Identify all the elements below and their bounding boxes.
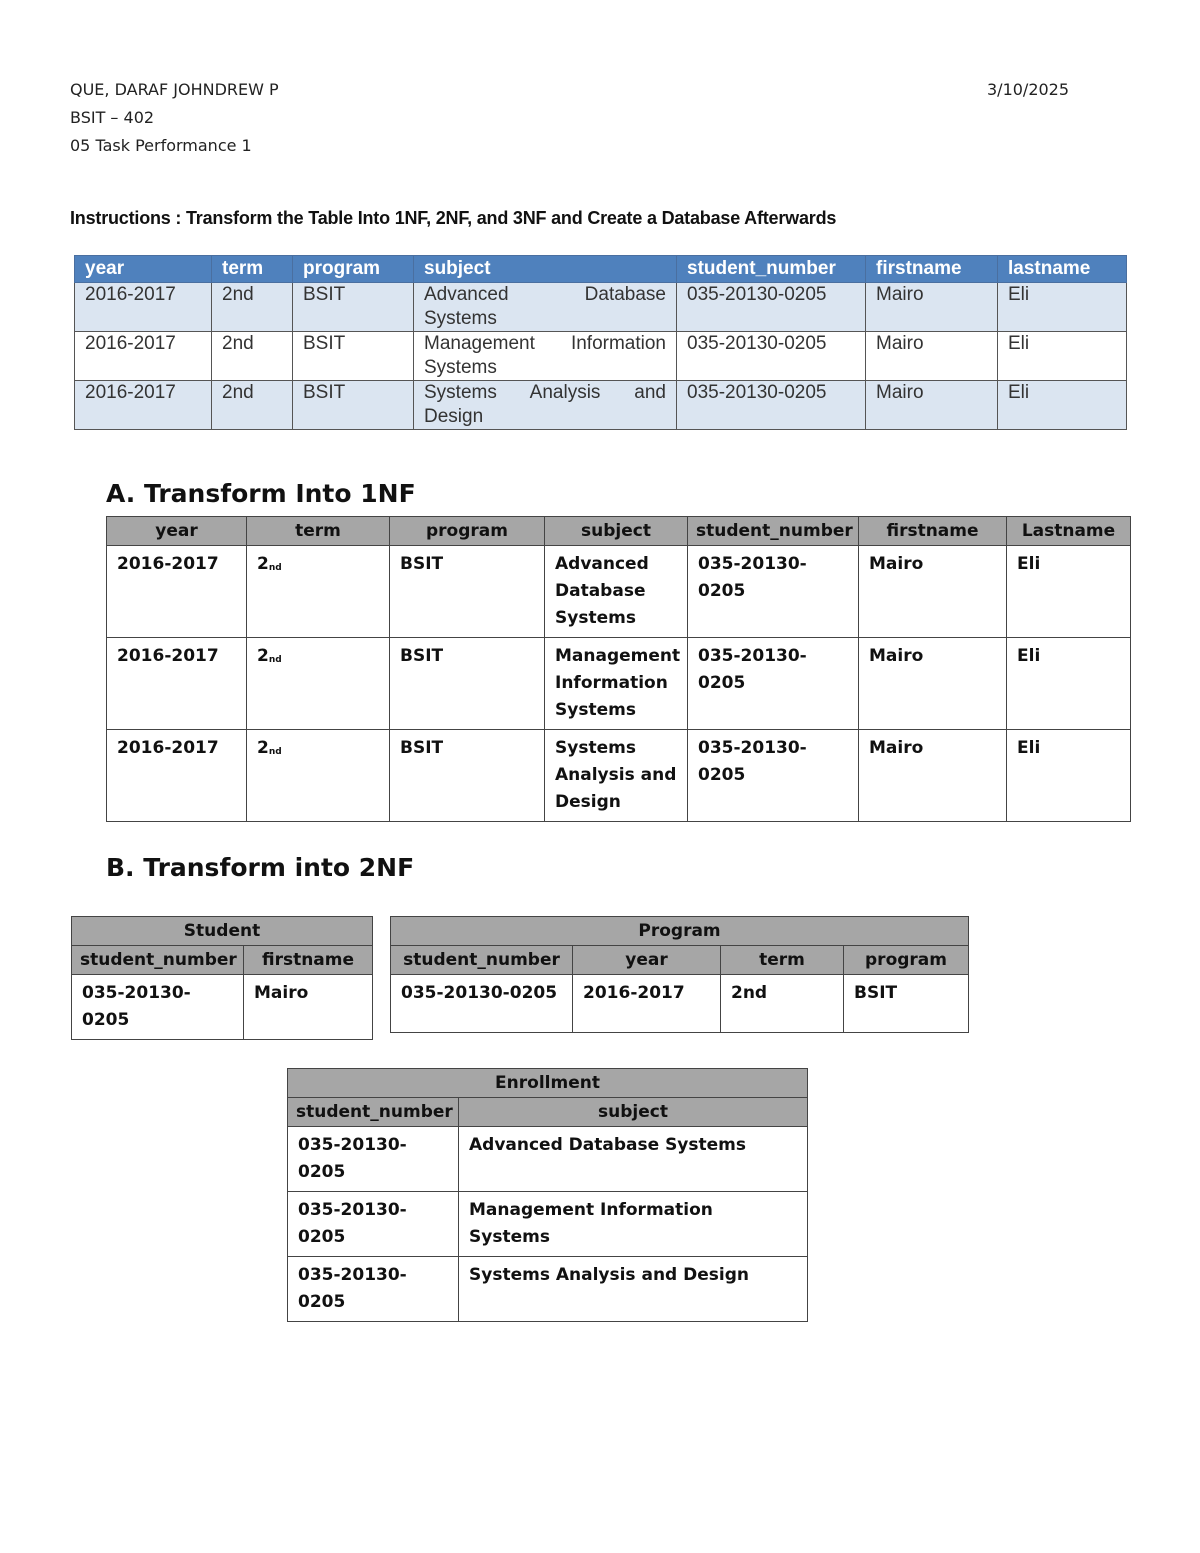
table-cell: Mairo <box>859 638 1007 730</box>
table-cell: Mairo <box>244 975 373 1040</box>
table-cell: 035-20130-0205 <box>688 638 859 730</box>
table-cell: 2016-2017 <box>107 638 247 730</box>
table-cell: 2nd <box>212 283 293 332</box>
table-cell: Eli <box>1007 638 1131 730</box>
column-header: lastname <box>998 256 1127 283</box>
table-cell: 035-20130-0205 <box>288 1257 459 1322</box>
section-b-title: B. Transform into 2NF <box>106 853 415 882</box>
column-header: student_number <box>688 517 859 546</box>
table-cell: 035-20130-0205 <box>288 1192 459 1257</box>
table-header-row <box>288 1098 808 1127</box>
term-number: 2 <box>257 646 269 666</box>
student-name: QUE, DARAF JOHNDREW P <box>70 80 279 99</box>
column-header: firstname <box>244 946 373 975</box>
table-cell: Management Information Systems <box>545 638 688 730</box>
table-cell: BSIT <box>293 381 414 430</box>
table-cell: Advanced Database Systems <box>414 283 677 332</box>
table-cell: BSIT <box>390 546 545 638</box>
table-row <box>75 381 1127 430</box>
column-header: term <box>721 946 844 975</box>
table-cell <box>247 546 390 638</box>
table-title-row <box>391 917 969 946</box>
table-cell: BSIT <box>390 730 545 822</box>
table-cell: 035-20130-0205 <box>688 730 859 822</box>
term-number: 2 <box>257 554 269 574</box>
table-1nf <box>106 516 1131 822</box>
table-cell: 2016-2017 <box>75 283 212 332</box>
course-section: BSIT – 402 <box>70 108 155 127</box>
table-cell: BSIT <box>293 332 414 381</box>
table-cell: 2016-2017 <box>107 730 247 822</box>
column-header: term <box>212 256 293 283</box>
table-cell: Eli <box>998 332 1127 381</box>
table-cell: Eli <box>998 381 1127 430</box>
column-header: subject <box>414 256 677 283</box>
table-cell: Systems Analysis and Design <box>414 381 677 430</box>
table-cell: Mairo <box>859 546 1007 638</box>
table-cell: 035-20130-0205 <box>391 975 573 1033</box>
table-cell: 2016-2017 <box>573 975 721 1033</box>
table-cell: Management Information Systems <box>459 1192 808 1257</box>
table-cell: 035-20130-0205 <box>72 975 244 1040</box>
task-title: 05 Task Performance 1 <box>70 136 252 155</box>
table-cell: BSIT <box>293 283 414 332</box>
column-header: year <box>75 256 212 283</box>
table-cell: Mairo <box>859 730 1007 822</box>
table-cell: Mairo <box>866 332 998 381</box>
original-table <box>74 255 1127 430</box>
instructions: Instructions : Transform the Table Into 1NF, 2NF, and 3NF and Create a Database Afterwards <box>70 208 837 228</box>
column-header: program <box>390 517 545 546</box>
table-cell: 2nd <box>212 332 293 381</box>
table-cell: 035-20130-0205 <box>677 332 866 381</box>
column-header: Lastname <box>1007 517 1131 546</box>
table-title: Enrollment <box>288 1069 808 1098</box>
column-header: student_number <box>677 256 866 283</box>
table-row <box>288 1127 808 1192</box>
table-cell <box>247 638 390 730</box>
column-header: student_number <box>391 946 573 975</box>
column-header: program <box>293 256 414 283</box>
column-header: year <box>107 517 247 546</box>
table-cell: 035-20130-0205 <box>688 546 859 638</box>
student-table <box>71 916 373 1040</box>
table-title-row <box>288 1069 808 1098</box>
document-date: 3/10/2025 <box>987 80 1070 99</box>
table-cell: 2nd <box>212 381 293 430</box>
table-row <box>75 332 1127 381</box>
section-a-title: A. Transform Into 1NF <box>106 479 416 508</box>
table-cell: Mairo <box>866 381 998 430</box>
column-header: firstname <box>859 517 1007 546</box>
table-cell: Systems Analysis and Design <box>459 1257 808 1322</box>
table-title: Student <box>72 917 373 946</box>
table-cell: 2nd <box>721 975 844 1033</box>
table-cell <box>247 730 390 822</box>
column-header: student_number <box>288 1098 459 1127</box>
column-header: firstname <box>866 256 998 283</box>
column-header: subject <box>545 517 688 546</box>
table-row <box>107 730 1131 822</box>
table-cell: Eli <box>998 283 1127 332</box>
column-header: student_number <box>72 946 244 975</box>
term-suffix: nd <box>268 747 282 757</box>
enrollment-table <box>287 1068 808 1322</box>
table-1nf-header <box>107 517 1131 546</box>
term-number: 2 <box>257 738 269 758</box>
table-cell: 035-20130-0205 <box>288 1127 459 1192</box>
term-suffix: nd <box>268 563 282 573</box>
column-header: program <box>844 946 969 975</box>
table-cell: BSIT <box>390 638 545 730</box>
table-cell: 035-20130-0205 <box>677 283 866 332</box>
table-cell: Systems Analysis and Design <box>545 730 688 822</box>
column-header: term <box>247 517 390 546</box>
table-row <box>288 1192 808 1257</box>
table-cell: 2016-2017 <box>75 381 212 430</box>
program-table <box>390 916 969 1033</box>
term-suffix: nd <box>268 655 282 665</box>
table-row <box>288 1257 808 1322</box>
table-title: Program <box>391 917 969 946</box>
table-row <box>75 283 1127 332</box>
table-cell: Management Information Systems <box>414 332 677 381</box>
table-cell: BSIT <box>844 975 969 1033</box>
table-cell: Mairo <box>866 283 998 332</box>
table-row <box>107 546 1131 638</box>
table-cell: 2016-2017 <box>107 546 247 638</box>
table-cell: 035-20130-0205 <box>677 381 866 430</box>
column-header: subject <box>459 1098 808 1127</box>
table-row <box>107 638 1131 730</box>
table-row <box>391 975 969 1033</box>
table-row <box>72 975 373 1040</box>
table-cell: Advanced Database Systems <box>545 546 688 638</box>
table-title-row <box>72 917 373 946</box>
table-header-row <box>391 946 969 975</box>
column-header: year <box>573 946 721 975</box>
original-table-header <box>75 256 1127 283</box>
table-header-row <box>72 946 373 975</box>
table-cell: 2016-2017 <box>75 332 212 381</box>
table-cell: Eli <box>1007 546 1131 638</box>
table-cell: Eli <box>1007 730 1131 822</box>
table-cell: Advanced Database Systems <box>459 1127 808 1192</box>
